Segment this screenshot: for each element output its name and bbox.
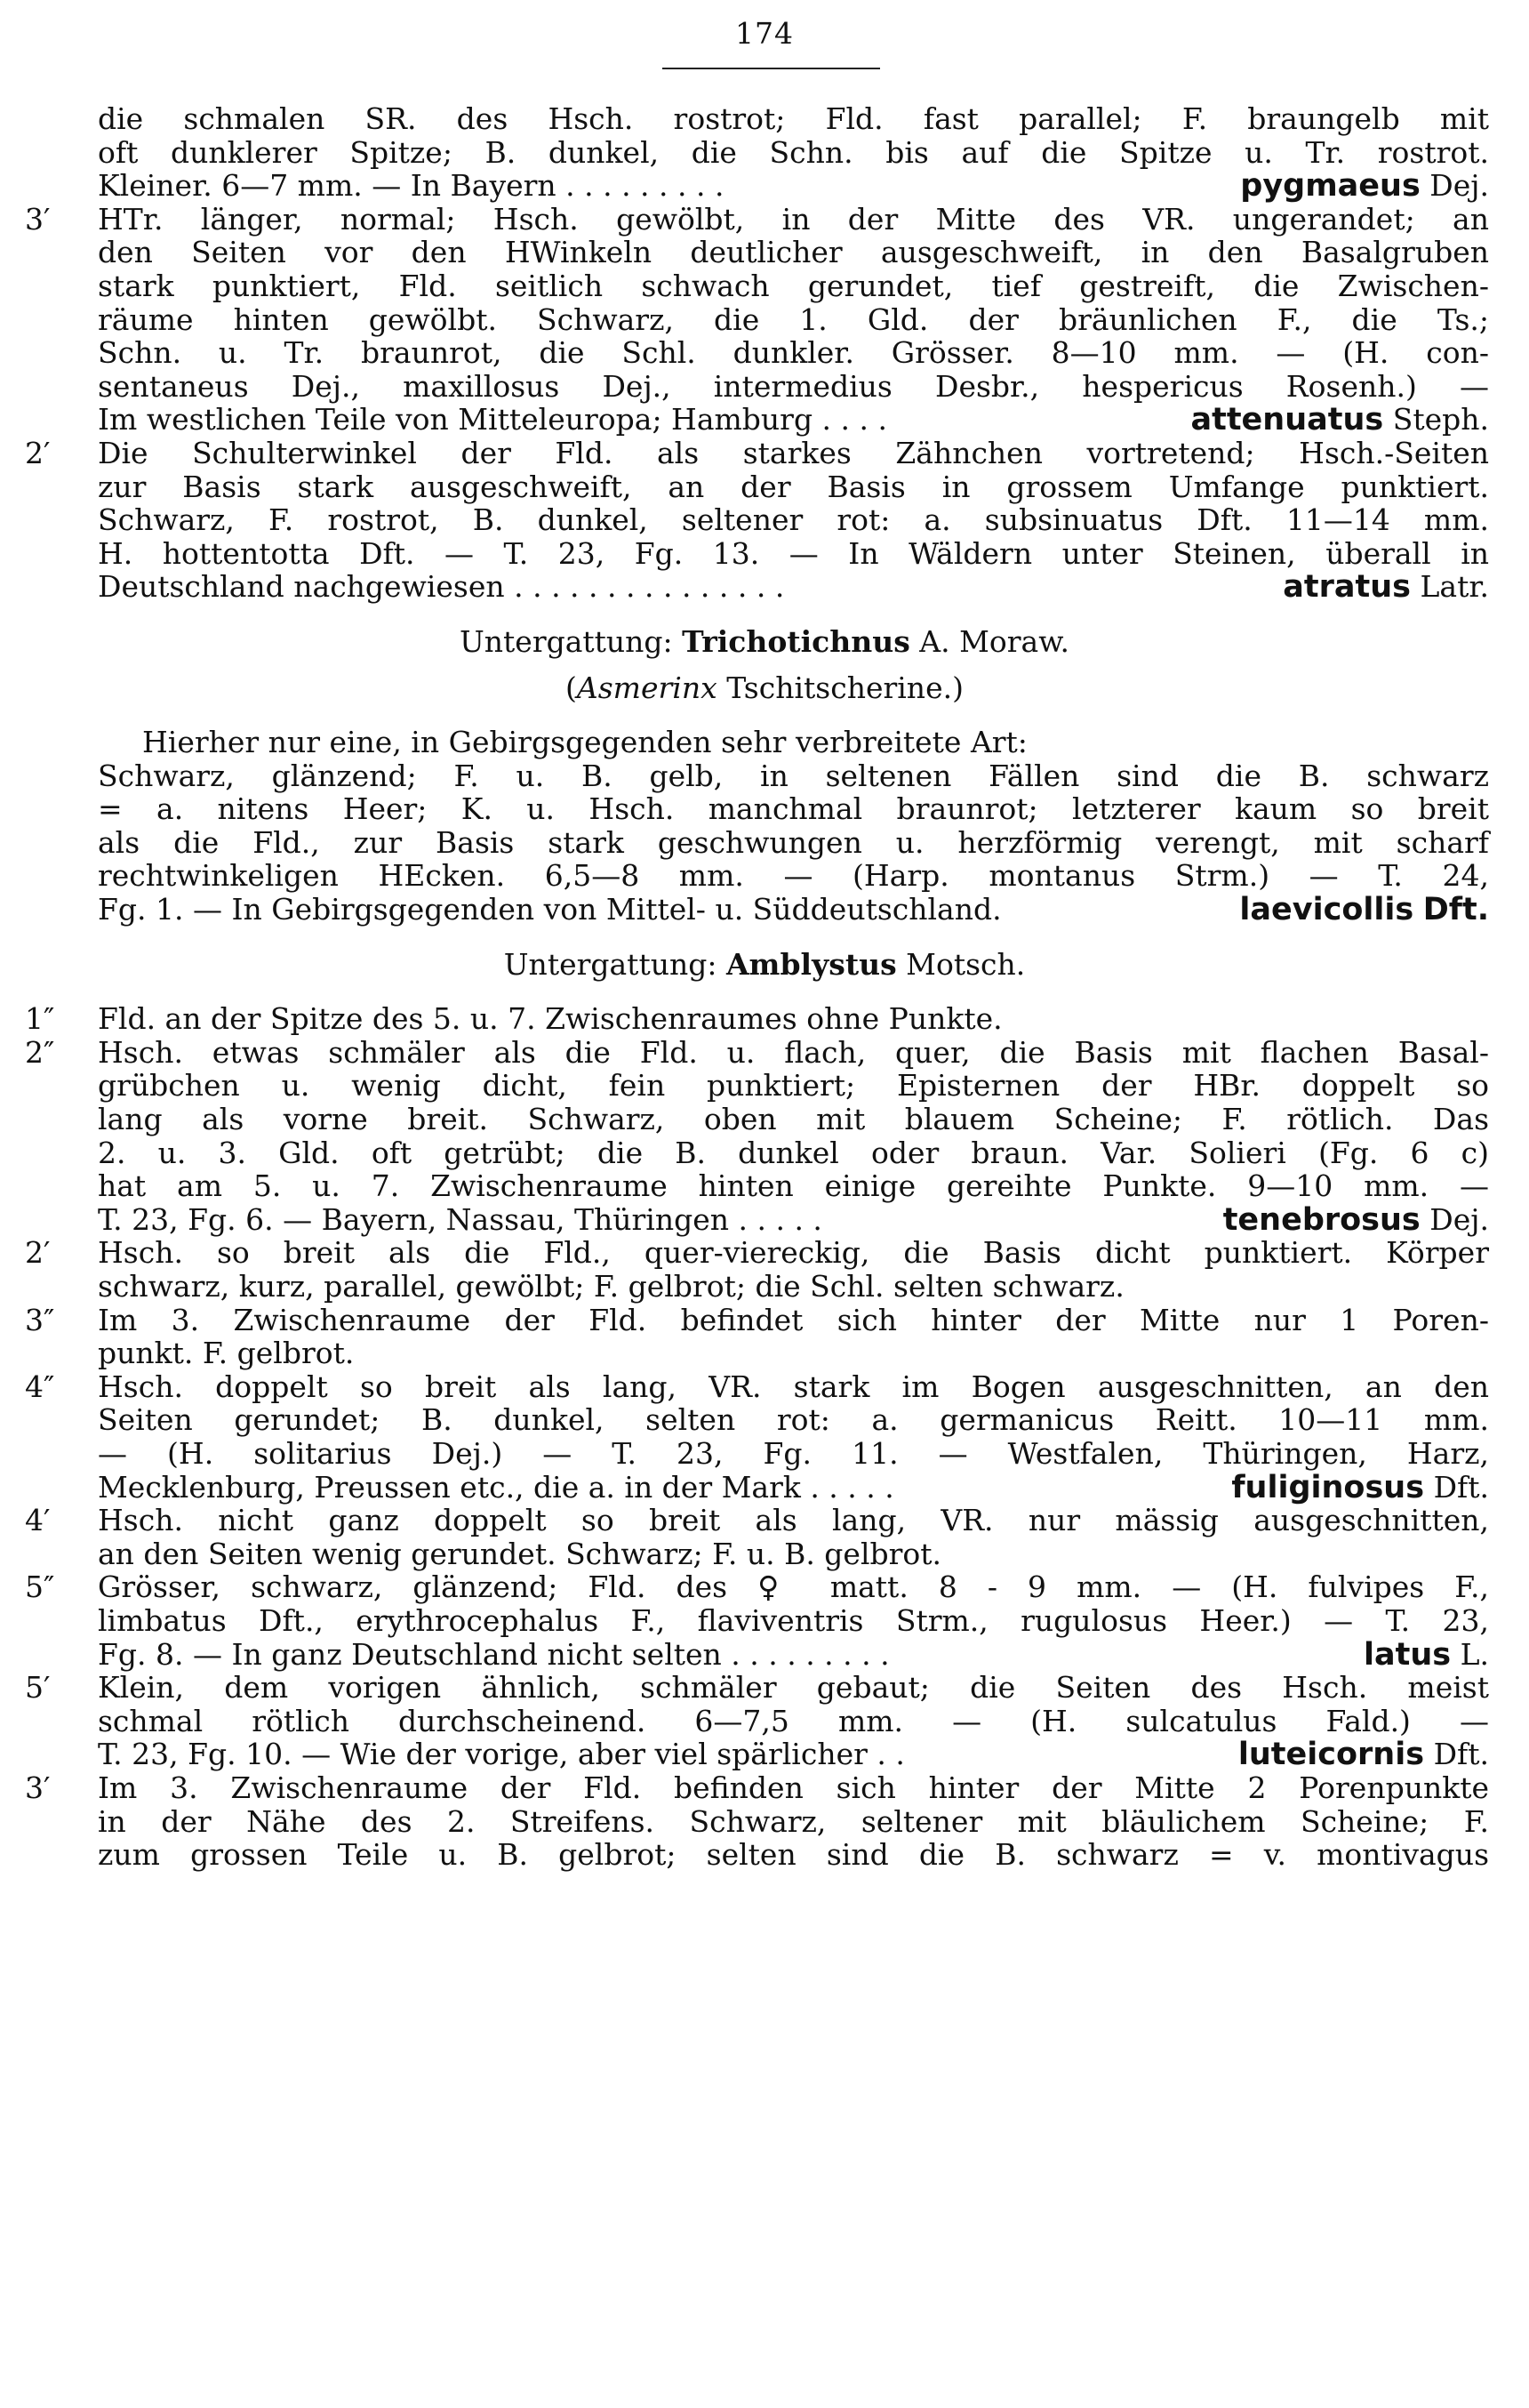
key-marker: 3′ [25,1770,51,1805]
line-text: Im 3. Zwischenraume der Fld. befindet sich hinter der Mitte nur 1 Poren- [98,1302,1489,1337]
line-text: lang als vorne breit. Schwarz, oben mit blauem Scheine; F. rötlich. Das [98,1102,1489,1137]
section-trichotichnus [0,625,1529,927]
synonym-author: Tschitscherine. [726,670,953,705]
header-rule [662,68,880,69]
line-text: Fg. 1. — In Gebirgsgegenden von Mittel- u. Süddeutschland. [98,892,1002,927]
line-text: Hsch. doppelt so breit als lang, VR. stark im Bogen ausgeschnitten, an den [98,1369,1489,1404]
line-text: rechtwinkeligen HEcken. 6,5—8 mm. — (Harp. montanus Strm.) — T. 24, [98,858,1489,894]
key-marker: 1″ [25,1001,55,1037]
line-text: Fld. an der Spitze des 5. u. 7. Zwischenraumes ohne Punkte. [98,1001,1003,1037]
line-text: räume hinten gewölbt. Schwarz, die 1. Gld. der bräunlichen F., die Ts.; [98,301,1489,337]
text-line [0,792,1529,826]
text-line [0,236,1529,269]
text-line [0,1504,1529,1537]
heading-prefix: Untergattung: [503,946,717,982]
line-text: sentaneus Dej., maxillosus Dej., intermedius Desbr., hespericus Rosenh.) — [98,368,1489,404]
text-line [0,1336,1529,1370]
text-line [0,1236,1529,1270]
text-line [0,1805,1529,1839]
line-text: 2. u. 3. Gld. oft getrübt; die B. dunkel oder braun. Var. Solieri (Fg. 6 c) [98,1135,1489,1170]
species-name: pygmaeus [1240,168,1421,205]
page-body [0,102,1529,1872]
line-text: hat am 5. u. 7. Zwischenraume hinten einige gereihte Punkte. 9—10 mm. — [98,1168,1489,1204]
line-text: Hsch. so breit als die Fld., quer-viereckig, die Basis dicht punktiert. Körper [98,1235,1489,1271]
species-author: Steph. [1392,402,1489,437]
text-line [0,726,1529,759]
line-text: Die Schulterwinkel der Fld. als starkes Zähnchen vortretend; Hsch.-Seiten [98,435,1489,470]
species-name: atratus [1283,569,1411,606]
key-marker: 4″ [25,1369,55,1404]
line-text: Mecklenburg, Preussen etc., die a. in der Mark . . . . . [98,1469,894,1505]
key-marker: 2′ [25,1235,51,1271]
line-text: Deutschland nachgewiesen . . . . . . . . . . . . . . . [98,569,785,605]
page-number: 174 [735,16,794,51]
species-author: Dft. [1433,1469,1489,1505]
text-line [0,1169,1529,1203]
subgenus-name: Amblystus [725,946,897,982]
line-text: Schwarz, F. rostrot, B. dunkel, seltener rot: a. subsinuatus Dft. 11—14 mm. [98,502,1489,538]
subgenus-author: A. Moraw. [919,623,1070,659]
line-text: als die Fld., zur Basis stark geschwungen u. herzförmig verengt, mit scharf [98,824,1489,860]
line-text: limbatus Dft., erythrocephalus F., flaviventris Strm., rugulosus Heer.) — T. 23, [98,1602,1489,1638]
line-text: Grösser, schwarz, glänzend; Fld. des ♀ matt. 8 - 9 mm. — (H. fulvipes F., [98,1569,1489,1605]
text-line [0,537,1529,571]
text-line [0,1036,1529,1070]
species-line [0,1738,1529,1771]
text-line [0,1537,1529,1571]
text-line [0,437,1529,470]
line-text: T. 23, Fg. 6. — Bayern, Nassau, Thüringen . . . . . [98,1201,822,1237]
synonym-name: Asmerinx [576,670,717,705]
text-line [0,1002,1529,1036]
species-line [0,570,1529,604]
text-line [0,1437,1529,1471]
line-text: Hsch. etwas schmäler als die Fld. u. flach, quer, die Basis mit flachen Basal- [98,1034,1489,1070]
line-text: zum grossen Teile u. B. gelbrot; selten sind die B. schwarz = v. montivagus [98,1837,1489,1873]
line-text: HTr. länger, normal; Hsch. gewölbt, in der Mitte des VR. ungerandet; an [98,201,1489,237]
key-marker: 4′ [25,1503,51,1538]
text-line [0,370,1529,404]
key-marker: 5″ [25,1569,55,1605]
text-line [0,136,1529,170]
key-marker: 2′ [25,435,51,470]
species-line [0,893,1529,927]
text-line [0,1103,1529,1136]
text-line [0,1771,1529,1805]
text-line [0,826,1529,860]
line-text: oft dunklerer Spitze; B. dunkel, die Schn. bis auf die Spitze u. Tr. rostrot. [98,134,1489,170]
key-marker: 5′ [25,1670,51,1706]
species-name: fuliginosus [1231,1469,1425,1505]
text-line [0,759,1529,793]
line-text: Seiten gerundet; B. dunkel, selten rot: a. germanicus Reitt. 10—11 mm. [98,1402,1489,1438]
text-line [0,859,1529,893]
line-text: schmal rötlich durchscheinend. 6—7,5 mm. — (H. sulcatulus Fald.) — [98,1703,1489,1738]
species-line [0,1203,1529,1237]
line-text: zur Basis stark ausgeschweift, an der Basis in grossem Umfange punktiert. [98,469,1489,504]
text-line [0,1604,1529,1638]
species-name: laevicollis [1239,892,1414,928]
species-author: Dft. [1433,1737,1489,1772]
species-name: luteicornis [1237,1737,1425,1773]
line-text: Hsch. nicht ganz doppelt so breit als lang, VR. nur mässig ausgeschnitten, [98,1503,1489,1538]
species-line [0,1638,1529,1672]
key-marker: 3″ [25,1302,55,1337]
species-name: latus [1363,1636,1452,1673]
species-author: Dej. [1429,1201,1489,1237]
heading-prefix: Untergattung: [459,623,673,659]
line-text: an den Seiten wenig gerundet. Schwarz; F. u. B. gelbrot. [98,1536,942,1571]
subgenus-heading [0,948,1529,982]
text-line [0,1671,1529,1705]
text-line [0,1403,1529,1437]
subgenus-author: Motsch. [906,946,1026,982]
species-line [0,403,1529,437]
text-line [0,1570,1529,1604]
line-text: — (H. solitarius Dej.) — T. 23, Fg. 11. — Westfalen, Thüringen, Harz, [98,1435,1489,1471]
subgenus-heading [0,625,1529,659]
text-line [0,269,1529,303]
subgenus-name: Trichotichnus [682,623,910,659]
text-line [0,503,1529,537]
text-line [0,1136,1529,1170]
text-line [0,1705,1529,1738]
text-line [0,303,1529,337]
text-line [0,1069,1529,1103]
line-text: T. 23, Fg. 10. — Wie der vorige, aber viel spärlicher . . [98,1737,905,1772]
line-text: Fg. 8. — In ganz Deutschland nicht selten . . . . . . . . . [98,1636,890,1672]
species-name: attenuatus [1190,402,1384,438]
line-text: Im 3. Zwischenraume der Fld. befinden sich hinter der Mitte 2 Porenpunkte [98,1770,1489,1805]
line-text: punkt. F. gelbrot. [98,1336,355,1371]
line-text: Kleiner. 6—7 mm. — In Bayern . . . . . . . . . [98,168,724,204]
text-line [0,1270,1529,1304]
section-amblystus [0,948,1529,1872]
key-marker: 2″ [25,1034,55,1070]
species-author: L. [1460,1636,1489,1672]
line-text: grübchen u. wenig dicht, fein punktiert; Episternen der HBr. doppelt so [98,1068,1489,1104]
line-text: = a. nitens Heer; K. u. Hsch. manchmal braunrot; letzterer kaum so breit [98,791,1489,827]
line-text: H. hottentotta Dft. — T. 23, Fg. 13. — In Wäldern unter Steinen, überall in [98,535,1489,571]
line-text: den Seiten vor den HWinkeln deutlicher ausgeschweift, in den Basalgruben [98,235,1489,270]
line-text: stark punktiert, Fld. seitlich schwach gerundet, tief gestreift, die Zwischen- [98,268,1489,303]
text-line [0,336,1529,370]
species-author: Latr. [1420,569,1489,605]
species-line [0,169,1529,203]
line-text: in der Nähe des 2. Streifens. Schwarz, seltener mit bläulichem Scheine; F. [98,1803,1489,1839]
text-line [0,203,1529,237]
line-text: Hierher nur eine, in Gebirgsgegenden sehr verbreitete Art: [142,725,1028,760]
line-text: Schwarz, glänzend; F. u. B. gelb, in seltenen Fällen sind die B. schwarz [98,758,1489,793]
section-harpalus-end [0,102,1529,604]
line-text: Schn. u. Tr. braunrot, die Schl. dunkler. Grösser. 8—10 mm. — (H. con- [98,335,1489,371]
synonym-line: (Asmerinx Tschitscherine.) [565,670,964,705]
text-line [0,102,1529,136]
key-marker: 3′ [25,201,51,237]
line-text: Klein, dem vorigen ähnlich, schmäler gebaut; die Seiten des Hsch. meist [98,1670,1489,1706]
species-line [0,1471,1529,1505]
species-author: Dft. [1422,892,1489,928]
text-line [0,1370,1529,1404]
text-line [0,1304,1529,1337]
text-line [0,470,1529,504]
line-text: die schmalen SR. des Hsch. rostrot; Fld. fast parallel; F. braungelb mit [98,101,1489,136]
species-name: tenebrosus [1222,1201,1421,1238]
text-line [0,1838,1529,1872]
line-text: schwarz, kurz, parallel, gewölbt; F. gelbrot; die Schl. selten schwarz. [98,1269,1125,1304]
line-text: Im westlichen Teile von Mitteleuropa; Hamburg . . . . [98,402,887,437]
species-author: Dej. [1429,168,1489,204]
